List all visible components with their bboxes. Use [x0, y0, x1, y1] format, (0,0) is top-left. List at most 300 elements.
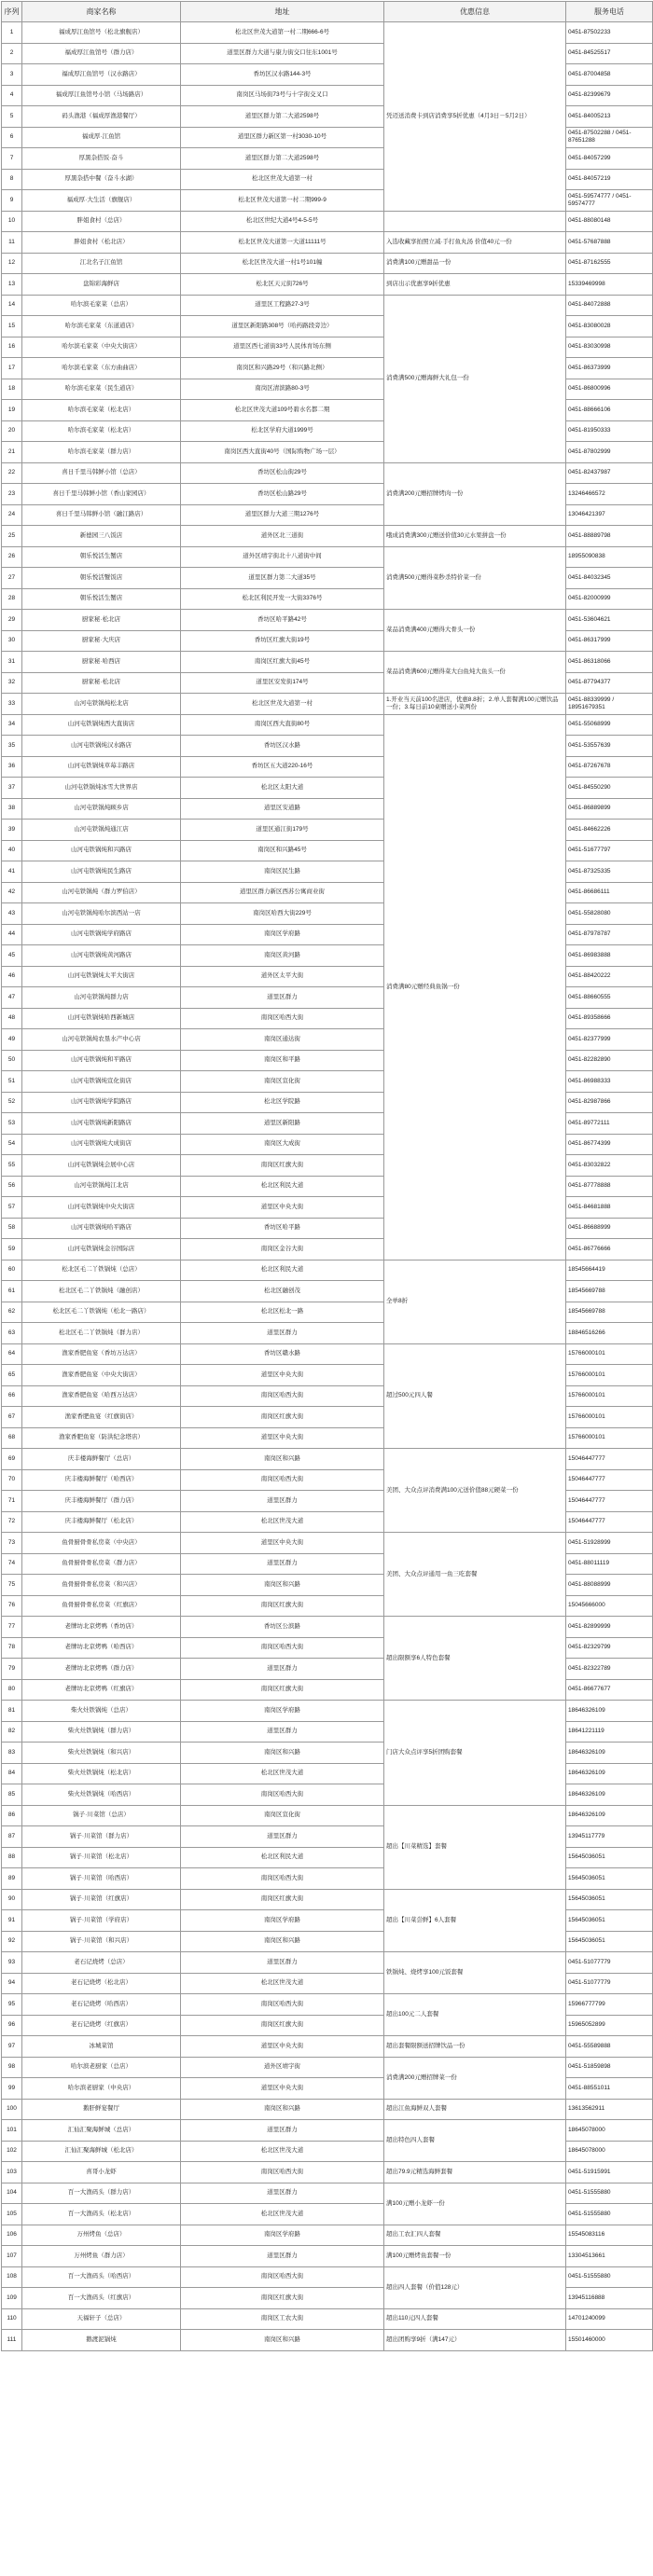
merchant-address: 道外区靖宇街北十八道街中间	[181, 546, 384, 568]
offer-info: 美团、大众点评消费满100元送价值88元硬菜一份	[384, 1449, 566, 1533]
service-phone: 0451-88339999 / 18951679351	[566, 694, 653, 715]
row-number: 67	[2, 1407, 22, 1428]
service-phone: 0451-86889899	[566, 798, 653, 820]
merchant-name: 渔家香肥鱼宴（防洪纪念塔店）	[22, 1427, 181, 1449]
service-phone: 15766000101	[566, 1427, 653, 1449]
row-number: 72	[2, 1511, 22, 1533]
merchant-name: 渔家香肥鱼宴（中央大街店）	[22, 1365, 181, 1386]
service-phone: 0451-88011119	[566, 1553, 653, 1575]
merchant-address: 南岗区和兴路45号	[181, 840, 384, 861]
service-phone: 0451-88666106	[566, 400, 653, 421]
offer-info: 消费满200元赠招牌烤肉一份	[384, 462, 566, 526]
row-number: 62	[2, 1302, 22, 1323]
service-phone: 0451-55828080	[566, 903, 653, 925]
merchant-address: 南岗区和兴路	[181, 1931, 384, 1952]
table-body	[2, 22, 653, 2351]
row-number: 18	[2, 379, 22, 400]
merchant-address: 松北区天元街726号	[181, 274, 384, 296]
merchant-address: 香坊区公滨路	[181, 1617, 384, 1638]
merchant-address: 南岗区哈西大街	[181, 2162, 384, 2183]
merchant-address: 道外区太平大街	[181, 966, 384, 987]
table-row	[2, 295, 653, 316]
service-phone: 0451-82329799	[566, 1637, 653, 1659]
merchant-address: 道外区北三道街	[181, 526, 384, 547]
merchant-name: 柴火灶铁锅炖（总店）	[22, 1701, 181, 1722]
merchant-address: 道里区群力第二大道35号	[181, 568, 384, 589]
row-number: 28	[2, 588, 22, 610]
offer-info: 超出79.9元精选海鲜套餐	[384, 2162, 566, 2183]
service-phone: 0451-82322789	[566, 1659, 653, 1680]
row-number: 12	[2, 253, 22, 274]
service-phone: 0451-53604621	[566, 610, 653, 631]
merchant-name: 鱼骨厨骨骨私房菜（红旗店）	[22, 1595, 181, 1617]
merchant-name: 福成厚江鱼馆号小馆（马场路店）	[22, 85, 181, 106]
merchant-name: 山河屯铁锅炖西大直街店	[22, 714, 181, 736]
merchant-address: 南岗区民生路	[181, 861, 384, 883]
merchant-name: 百一大渔码头（红旗店）	[22, 2288, 181, 2309]
service-phone: 0451-84057299	[566, 148, 653, 170]
service-phone: 0451-86688999	[566, 1218, 653, 1239]
service-phone: 18545664419	[566, 1260, 653, 1281]
row-number: 52	[2, 1092, 22, 1113]
merchant-name: 哈尔滨毛家菜（东方曲曲店）	[22, 358, 181, 379]
merchant-address: 南岗区马场街73号与十字街交叉口	[181, 85, 384, 106]
service-phone: 15046447777	[566, 1449, 653, 1470]
header-offer: 优惠信息	[384, 2, 566, 22]
merchant-address: 南岗区工农大街	[181, 2308, 384, 2330]
row-number: 23	[2, 484, 22, 505]
table-row	[2, 1952, 653, 1974]
row-number: 104	[2, 2183, 22, 2204]
row-number: 76	[2, 1595, 22, 1617]
row-number: 35	[2, 736, 22, 757]
row-number: 92	[2, 1931, 22, 1952]
merchant-address: 道里区群力新区第一村3030-10号	[181, 127, 384, 148]
row-number: 39	[2, 820, 22, 841]
merchant-address: 松北区利民大道	[181, 1847, 384, 1868]
row-number: 40	[2, 840, 22, 861]
merchant-name: 山河屯铁锅炖大成街店	[22, 1134, 181, 1155]
merchant-address: 南岗区红旗大街	[181, 1407, 384, 1428]
merchant-address: 松北区世茂大道第一村	[181, 169, 384, 190]
merchant-name: 厚黑杂搭中餐（奋斗水湖）	[22, 169, 181, 190]
merchant-address: 松北区世纪大道4号4-5-5号	[181, 211, 384, 232]
service-phone: 0451-51928999	[566, 1533, 653, 1554]
row-number: 110	[2, 2308, 22, 2330]
service-phone: 0451-87267678	[566, 756, 653, 778]
row-number: 29	[2, 610, 22, 631]
table-row	[2, 1617, 653, 1638]
row-number: 30	[2, 630, 22, 652]
row-number: 98	[2, 2057, 22, 2078]
merchant-name: 喜日千里马韩鲜小馆（融江路店）	[22, 504, 181, 526]
row-number: 61	[2, 1281, 22, 1302]
table-row	[2, 462, 653, 484]
merchant-address: 道里区中央大街	[181, 2078, 384, 2100]
merchant-address: 松北区世茂大道	[181, 1973, 384, 1994]
merchant-name: 福成厚·大生活（旗舰店）	[22, 190, 181, 212]
table-row	[2, 274, 653, 296]
service-phone: 0451-84662226	[566, 820, 653, 841]
merchant-address: 南岗区西大直街40号（国际购物广场一层）	[181, 442, 384, 463]
merchant-address: 南岗区红旗大街45号	[181, 652, 384, 673]
offer-info: 哦成消费满300元赠送价值30元水果拼盘一份	[384, 526, 566, 547]
service-phone: 0451-87004858	[566, 64, 653, 86]
table-row	[2, 2308, 653, 2330]
row-number: 26	[2, 546, 22, 568]
row-number: 49	[2, 1029, 22, 1051]
merchant-name: 山河屯铁锅炖群力店	[22, 987, 181, 1009]
merchant-name: 汇仙汇聚海鲜城（松北店）	[22, 2141, 181, 2162]
merchant-name: 朝乐悦活生蟹店	[22, 588, 181, 610]
service-phone: 0451-82899999	[566, 1617, 653, 1638]
table-row	[2, 1889, 653, 1910]
service-phone: 0451-87502288 / 0451-87651288	[566, 127, 653, 148]
table-row	[2, 1533, 653, 1554]
service-phone: 15766000101	[566, 1365, 653, 1386]
service-phone: 15645036051	[566, 1889, 653, 1910]
merchant-name: 老石记烧烤（红旗店）	[22, 2015, 181, 2036]
offer-info: 消费满200元赠招牌菜一份	[384, 2057, 566, 2099]
merchant-name: 福成厚江鱼馆号（群力店）	[22, 43, 181, 64]
service-phone: 0451-89358666	[566, 1008, 653, 1029]
table-row	[2, 22, 653, 44]
merchant-name: 松北区毛二丫铁锅炖（群力店）	[22, 1323, 181, 1344]
merchant-address: 南岗区学府路	[181, 1701, 384, 1722]
service-phone: 0451-87794377	[566, 672, 653, 694]
row-number: 94	[2, 1973, 22, 1994]
service-phone: 15645036051	[566, 1847, 653, 1868]
service-phone: 0451-84005213	[566, 106, 653, 128]
merchant-address: 香坊区松山街29号	[181, 462, 384, 484]
service-phone: 0451-86677677	[566, 1679, 653, 1701]
merchant-name: 老石记烧烤（总店）	[22, 1952, 181, 1974]
merchant-name: 老牌坊北京烤鸭（哈西店）	[22, 1637, 181, 1659]
offer-info: 入选收藏享拍照立减·手打鱼丸汤 价值40元一份	[384, 232, 566, 254]
service-phone: 18645078000	[566, 2120, 653, 2142]
offer-info: 超出团购享9折（满147元）	[384, 2330, 566, 2351]
service-phone: 0451-86776666	[566, 1239, 653, 1260]
service-phone: 13246466572	[566, 484, 653, 505]
service-phone: 14701240099	[566, 2308, 653, 2330]
row-number: 69	[2, 1449, 22, 1470]
service-phone: 0451-86373999	[566, 358, 653, 379]
merchant-address: 道里区中央大街	[181, 2036, 384, 2058]
merchant-name: 山河屯铁锅炖顾乡店	[22, 798, 181, 820]
merchant-table	[1, 1, 653, 2351]
service-phone: 15545083116	[566, 2225, 653, 2246]
merchant-name: 厨家秘·松北店	[22, 672, 181, 694]
merchant-name: 山河屯铁锅炖新阳路店	[22, 1113, 181, 1135]
merchant-address: 南岗区学府路	[181, 1910, 384, 1932]
row-number: 103	[2, 2162, 22, 2183]
service-phone: 0451-82437987	[566, 462, 653, 484]
service-phone: 18646326109	[566, 1763, 653, 1784]
merchant-address: 南岗区宣化街	[181, 1071, 384, 1093]
service-phone: 18645078000	[566, 2141, 653, 2162]
row-number: 19	[2, 400, 22, 421]
offer-info: 超出限额享6人特色套餐	[384, 1617, 566, 1701]
merchant-name: 哈尔滨毛家菜（松北店）	[22, 420, 181, 442]
merchant-address: 松北区世茂大道第一村二期999-9	[181, 190, 384, 212]
service-phone: 0451-88551011	[566, 2078, 653, 2100]
merchant-address: 道里区中央大街	[181, 1427, 384, 1449]
merchant-address: 南岗区西大直街80号	[181, 714, 384, 736]
merchant-name: 山河屯铁锅炖通江店	[22, 820, 181, 841]
service-phone: 15766000101	[566, 1385, 653, 1407]
merchant-name: 汇仙汇聚海鲜城（总店）	[22, 2120, 181, 2142]
row-number: 16	[2, 337, 22, 358]
table-row	[2, 1994, 653, 2016]
service-phone: 18646326109	[566, 1701, 653, 1722]
merchant-name: 百一大渔码头（哈西店）	[22, 2266, 181, 2288]
row-number: 45	[2, 945, 22, 967]
merchant-name: 山河屯铁锅炖江北店	[22, 1176, 181, 1197]
service-phone: 0451-86988333	[566, 1071, 653, 1093]
row-number: 70	[2, 1469, 22, 1491]
merchant-name: 山河屯铁锅炖和兴路店	[22, 840, 181, 861]
row-number: 33	[2, 694, 22, 715]
row-number: 95	[2, 1994, 22, 2016]
row-number: 78	[2, 1637, 22, 1659]
merchant-name: 庆丰楼海鲜餐厅（松北店）	[22, 1511, 181, 1533]
merchant-name: 老石记烧烤（松北店）	[22, 1973, 181, 1994]
merchant-name: 鹅渡泥锅炖	[22, 2330, 181, 2351]
service-phone: 0451-86800996	[566, 379, 653, 400]
merchant-name: 码头渔港（福成厚渔港餐厅）	[22, 106, 181, 128]
table-row	[2, 1701, 653, 1722]
row-number: 87	[2, 1826, 22, 1848]
merchant-name: 厨家秘·松北店	[22, 610, 181, 631]
merchant-address: 松北区太阳大道	[181, 778, 384, 799]
service-phone: 0451-51555880	[566, 2266, 653, 2288]
merchant-name: 鱼骨厨骨骨私房菜（和兴店）	[22, 1575, 181, 1596]
service-phone: 15766000101	[566, 1407, 653, 1428]
service-phone: 0451-87978787	[566, 924, 653, 945]
merchant-name: 山河屯铁锅炖哈尔滨西站一店	[22, 903, 181, 925]
offer-info: 超出100元二人套餐	[384, 1994, 566, 2036]
merchant-address: 道外区靖宇街	[181, 2057, 384, 2078]
service-phone: 0451-51555880	[566, 2204, 653, 2225]
merchant-address: 松北区利民开发一大街3376号	[181, 588, 384, 610]
service-phone: 0451-88420222	[566, 966, 653, 987]
table-row	[2, 211, 653, 232]
service-phone: 0451-82399679	[566, 85, 653, 106]
merchant-name: 厚黑杂搭饭·奋斗	[22, 148, 181, 170]
merchant-name: 天福轩子（总店）	[22, 2308, 181, 2330]
merchant-name: 哈尔滨毛家菜（松北店）	[22, 400, 181, 421]
merchant-address: 松北区融创茂	[181, 1281, 384, 1302]
merchant-name: 冰城菜馆	[22, 2036, 181, 2058]
merchant-address: 道里区群力大道与康力街交口往东1001号	[181, 43, 384, 64]
merchant-name: 庆丰楼海鲜餐厅（群力店）	[22, 1491, 181, 1512]
row-number: 97	[2, 2036, 22, 2058]
offer-info: 超出工农汇四人套餐	[384, 2225, 566, 2246]
merchant-address: 南岗区宣化街	[181, 1805, 384, 1826]
service-phone: 0451-86686111	[566, 882, 653, 903]
merchant-address: 松北区世茂大道第一村二期666-6号	[181, 22, 384, 44]
merchant-name: 老牌坊北京烤鸭（香坊店）	[22, 1617, 181, 1638]
merchant-address: 道里区群力	[181, 2120, 384, 2142]
offer-info: 超出110元四人套餐	[384, 2308, 566, 2330]
row-number: 22	[2, 462, 22, 484]
merchant-address: 南岗区红旗大街	[181, 1595, 384, 1617]
merchant-name: 福成厚·江鱼馆	[22, 127, 181, 148]
row-number: 47	[2, 987, 22, 1009]
merchant-address: 道里区群力	[181, 1721, 384, 1743]
merchant-address: 南岗区哈西大街	[181, 1784, 384, 1806]
service-phone: 0451-84032345	[566, 568, 653, 589]
row-number: 99	[2, 2078, 22, 2100]
merchant-address: 香坊区红旗大街19号	[181, 630, 384, 652]
row-number: 48	[2, 1008, 22, 1029]
row-number: 51	[2, 1071, 22, 1093]
merchant-address: 道里区群力	[181, 1323, 384, 1344]
merchant-name: 柴火灶铁锅炖（和兴店）	[22, 1743, 181, 1764]
merchant-name: 老石记烧烤（哈西店）	[22, 1994, 181, 2016]
table-header-row	[2, 2, 653, 22]
merchant-name: 山河屯铁锅炖哈西新城店	[22, 1008, 181, 1029]
row-number: 66	[2, 1385, 22, 1407]
header-no: 序列	[2, 2, 22, 22]
row-number: 75	[2, 1575, 22, 1596]
merchant-address: 南岗区哈西大街	[181, 1868, 384, 1890]
merchant-name: 万州烤鱼（总店）	[22, 2225, 181, 2246]
merchant-address: 南岗区清滨路80-3号	[181, 379, 384, 400]
merchant-address: 南岗区哈西大街	[181, 1994, 384, 2016]
service-phone: 0451-82282890	[566, 1050, 653, 1071]
service-phone: 13304513661	[566, 2246, 653, 2267]
offer-info: 超出江鱼海鲜双人套餐	[384, 2099, 566, 2120]
offer-info: 全单8折	[384, 1260, 566, 1343]
service-phone: 0451-84057219	[566, 169, 653, 190]
merchant-address: 南岗区和兴路29号（和兴路北侧）	[181, 358, 384, 379]
merchant-name: 喜日千里马韩鲜小馆（香山家园店）	[22, 484, 181, 505]
service-phone: 0451-51859898	[566, 2057, 653, 2078]
row-number: 43	[2, 903, 22, 925]
row-number: 102	[2, 2141, 22, 2162]
merchant-address: 道里区群力	[181, 1826, 384, 1848]
merchant-address: 南岗区黄河路	[181, 945, 384, 967]
row-number: 58	[2, 1218, 22, 1239]
service-phone: 0451-51555880	[566, 2183, 653, 2204]
merchant-address: 松北区世茂大道第一大道11111号	[181, 232, 384, 254]
row-number: 21	[2, 442, 22, 463]
service-phone: 0451-86774399	[566, 1134, 653, 1155]
offer-info: 超出套餐限额送招牌饮品一份	[384, 2036, 566, 2058]
service-phone: 0451-87778888	[566, 1176, 653, 1197]
offer-info: 超过500元四人餐	[384, 1343, 566, 1449]
header-phone: 服务电话	[566, 2, 653, 22]
merchant-name: 山河屯铁锅炖宣化街店	[22, 1071, 181, 1093]
row-number: 44	[2, 924, 22, 945]
table-row	[2, 2330, 653, 2351]
merchant-address: 道里区工程路27-3号	[181, 295, 384, 316]
table-row	[2, 694, 653, 715]
header-merchant-name: 商家名称	[22, 2, 181, 22]
offer-info: 1.开业当天前100名进店，优惠8.8折；2.单人套餐满100元赠饮品一份；3.每日前10桌赠送小菜两份	[384, 694, 566, 715]
row-number: 41	[2, 861, 22, 883]
merchant-name: 百一大渔码头（群力店）	[22, 2183, 181, 2204]
merchant-address: 松北区学院路	[181, 1092, 384, 1113]
service-phone: 15965052899	[566, 2015, 653, 2036]
row-number: 34	[2, 714, 22, 736]
row-number: 55	[2, 1155, 22, 1177]
merchant-name: 渔家香肥鱼宴（哈西万达店）	[22, 1385, 181, 1407]
row-number: 56	[2, 1176, 22, 1197]
service-phone: 15046447777	[566, 1491, 653, 1512]
merchant-address: 南岗区红旗大街	[181, 1679, 384, 1701]
merchant-name: 山河屯铁锅炖冰雪大世界店	[22, 778, 181, 799]
row-number: 13	[2, 274, 22, 296]
merchant-address: 香坊区汉水路	[181, 736, 384, 757]
merchant-name: 新德园三八饭店	[22, 526, 181, 547]
offer-info: 凭迈送消费卡到店消费享5折优惠（4月3日－5月2日）	[384, 22, 566, 212]
merchant-name: 喜哥小龙虾	[22, 2162, 181, 2183]
row-number: 73	[2, 1533, 22, 1554]
merchant-address: 道里区西七道街33号人民体育场东侧	[181, 337, 384, 358]
table-row	[2, 232, 653, 254]
merchant-name: 哈尔滨老厨家（中央店）	[22, 2078, 181, 2100]
merchant-address: 松北区利民大道	[181, 1260, 384, 1281]
service-phone: 0451-81950333	[566, 420, 653, 442]
service-phone: 0451-84681888	[566, 1197, 653, 1219]
service-phone: 0451-88088999	[566, 1575, 653, 1596]
merchant-name: 哈尔滨毛家菜（中央大街店）	[22, 337, 181, 358]
merchant-address: 松北区学府大道1999号	[181, 420, 384, 442]
row-number: 64	[2, 1343, 22, 1365]
merchant-address: 南岗区和兴路	[181, 2330, 384, 2351]
offer-info: 超出四人套餐（价值128元）	[384, 2266, 566, 2308]
table-row	[2, 2246, 653, 2267]
merchant-name: 百一大渔码头（松北店）	[22, 2204, 181, 2225]
merchant-name: 山河屯铁锅炖金谷国际店	[22, 1239, 181, 1260]
merchant-name: 锅子·川菜馆（总店）	[22, 1805, 181, 1826]
service-phone: 0451-86318066	[566, 652, 653, 673]
row-number: 107	[2, 2246, 22, 2267]
service-phone: 13613562911	[566, 2099, 653, 2120]
service-phone: 0451-55589888	[566, 2036, 653, 2058]
merchant-address: 松北区利民大道	[181, 1176, 384, 1197]
merchant-address: 松北区世茂大道	[181, 2141, 384, 2162]
service-phone: 0451-86983888	[566, 945, 653, 967]
service-phone: 0451-83032822	[566, 1155, 653, 1177]
merchant-name: 山河屯铁锅炖会展中心店	[22, 1155, 181, 1177]
merchant-name: 老牌坊北京烤鸭（群力店）	[22, 1659, 181, 1680]
service-phone: 0451-57687888	[566, 232, 653, 254]
merchant-address: 道里区通江街179号	[181, 820, 384, 841]
row-number: 93	[2, 1952, 22, 1974]
row-number: 20	[2, 420, 22, 442]
merchant-name: 山河屯铁锅炖民生路店	[22, 861, 181, 883]
merchant-address: 南岗区大成街	[181, 1134, 384, 1155]
row-number: 7	[2, 148, 22, 170]
merchant-name: 山河屯铁锅炖松北店	[22, 694, 181, 715]
merchant-name: 山河屯铁锅炖哈平路店	[22, 1218, 181, 1239]
service-phone: 15046447777	[566, 1511, 653, 1533]
merchant-address: 南岗区哈西大街	[181, 1469, 384, 1491]
offer-info: 满100元赠小龙虾一份	[384, 2183, 566, 2225]
service-phone: 18646326109	[566, 1743, 653, 1764]
merchant-address: 南岗区哈西大街	[181, 1637, 384, 1659]
row-number: 59	[2, 1239, 22, 1260]
merchant-name: 松北区毛二丫铁锅炖（融创店）	[22, 1281, 181, 1302]
service-phone: 0451-51077779	[566, 1952, 653, 1974]
service-phone: 0451-59574777 / 0451-59574777	[566, 190, 653, 212]
service-phone: 0451-84550290	[566, 778, 653, 799]
offer-info: 超出【川菜尝鲜】6人套餐	[384, 1889, 566, 1952]
service-phone: 15339469998	[566, 274, 653, 296]
